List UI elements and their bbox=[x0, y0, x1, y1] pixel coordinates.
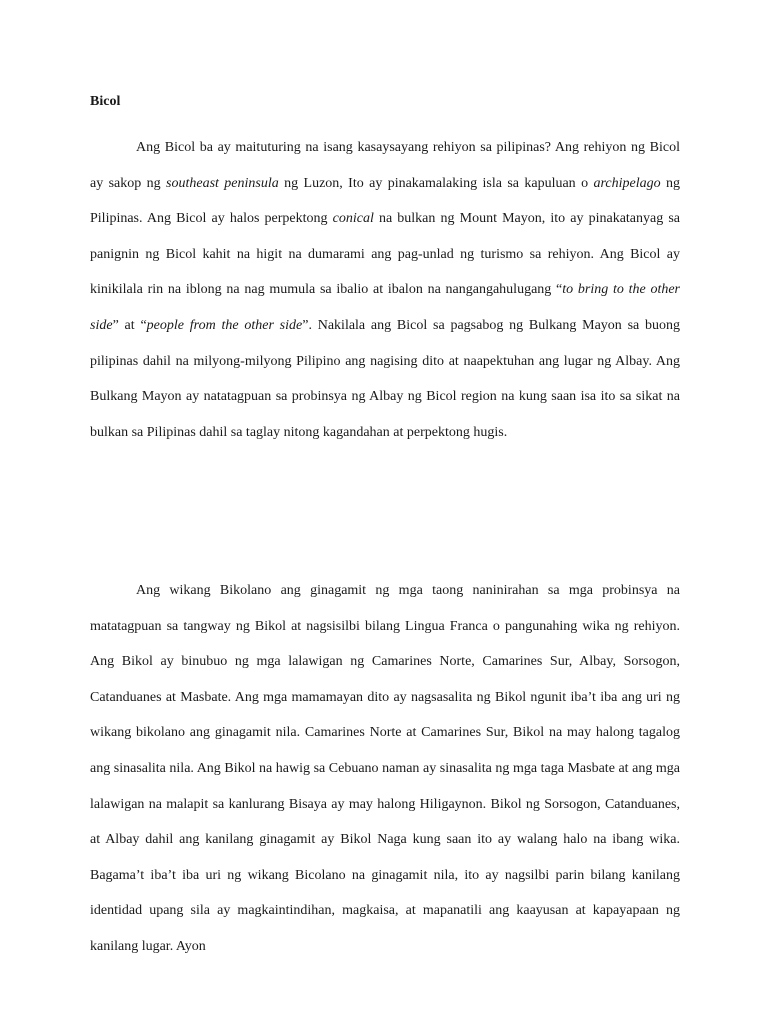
text-run: ng Pilipinas. Ang Bicol ay halos perpektong bbox=[90, 175, 680, 227]
italic-text: archipelago bbox=[593, 175, 661, 191]
italic-text: conical bbox=[332, 211, 374, 227]
text-run: ng Luzon, Ito ay pinakamalaking isla sa kapuluan o bbox=[278, 175, 594, 191]
italic-text: people from the other side bbox=[146, 317, 303, 333]
paragraph-1 bbox=[90, 130, 680, 450]
paragraph-2 bbox=[90, 573, 680, 965]
italic-text: to bring to the other side bbox=[90, 282, 681, 333]
italic-text: southeast peninsula bbox=[166, 175, 279, 191]
document-title: Bicol bbox=[90, 94, 121, 109]
text-run: na bulkan ng Mount Mayon, ito ay pinakatanyag sa panignin ng Bicol kahit na higit na dumarami ang pag-unlad ng turismo sa rehiyon. Ang Bicol ay kinikilala rin na iblong na nag mumula sa ibalio at ibalon na nangangahulugang “ bbox=[90, 211, 681, 298]
text-run: ” at “ bbox=[112, 317, 147, 333]
text-run: Ang wikang Bikolano ang ginagamit ng mga taong naninirahan sa mga probinsya na matatagpuan sa tangway ng Bikol at nagsisilbi bilang Lingua Franca o pangunahing wika ng rehiyon. Ang Bikol ay binubuo ng mga lalawigan ng Camarines Norte, Camarines Sur, Albay, Sorsogon, Catanduanes at Masbate. Ang mga mamamayan dito ay nagsasalita ng Bikol ngunit iba’t iba ang uri ng wikang bikolano ang ginagamit nila. Camarines Norte at Camarines Sur, Bikol na may halong tagalog ang sinasalita nila. Ang Bikol na hawig sa Cebuano naman ay sinasalita ng mga taga Masbate at ang mga lalawigan na malapit sa kanlurang Bisaya ay may halong Hiligaynon. Bikol ng Sorsogon, Catanduanes, at Albay dahil ang kanilang ginagamit ay Bikol Naga kung saan ito ay walang halo na ibang wika. Bagama’t iba’t iba uri ng wikang Bicolano na ginagamit nila, ito ay nagsilbi parin bilang kanilang identidad upang sila ay magkaintindihan, magkaisa, at mapanatili ang kaayusan at kapayapaan ng kanilang lugar. Ayon bbox=[90, 583, 680, 954]
text-run: ”. Nakilala ang Bicol sa pagsabog ng Bulkang Mayon sa buong pilipinas dahil na milyong-milyong Pilipino ang nagising dito at naapektuhan ang lugar ng Albay. Ang Bulkang Mayon ay natatagpuan sa probinsya ng Albay ng Bicol region na kung saan isa ito sa sikat na bulkan sa Pilipinas dahil sa taglay nitong kagandahan at perpektong hugis. bbox=[90, 317, 681, 440]
text-run: Ang Bicol ba ay maituturing na isang kasaysayang rehiyon sa pilipinas? Ang rehiyon ng Bicol ay sakop ng bbox=[90, 140, 680, 191]
